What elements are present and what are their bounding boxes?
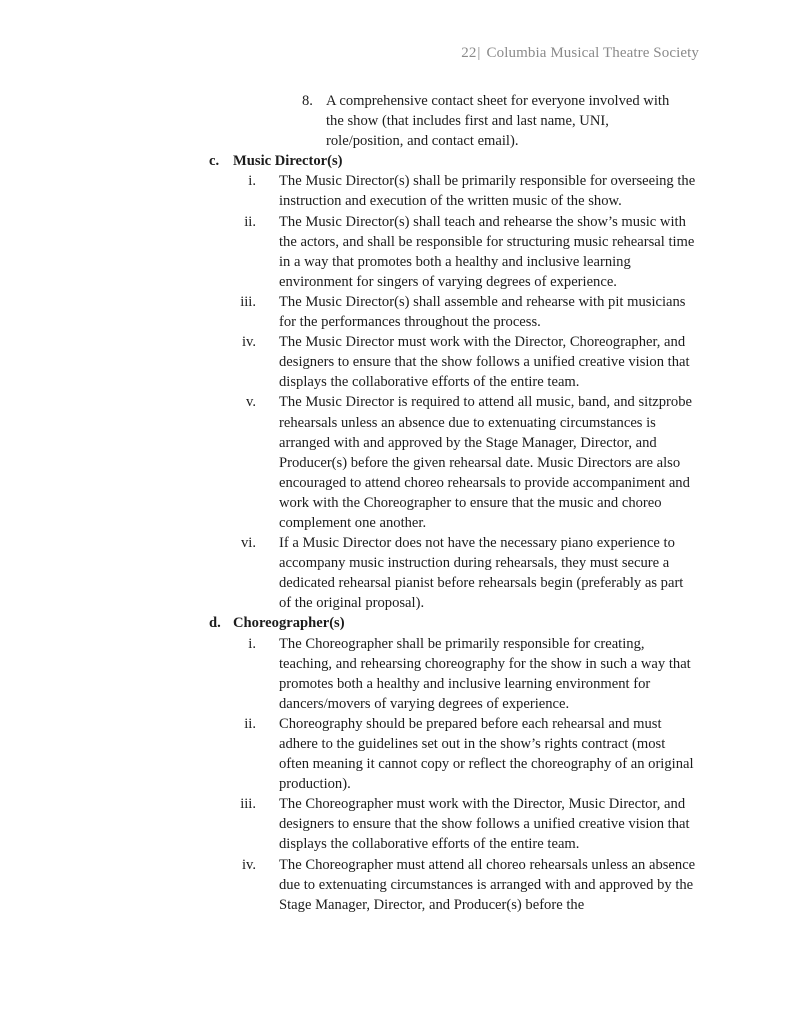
- section-choreographer: [0, 613, 791, 633]
- item-text: A comprehensive contact sheet for everyone involved with the show (that includes first and last name, UNI, role/position, and contact email).: [326, 93, 670, 150]
- item-text: The Music Director(s) shall teach and rehearse the show’s music with the actors, and shall be responsible for structuring music rehearsal time in a way that promotes both a healthy and inclusive learning environment for singers of varying degrees of experience.: [279, 213, 695, 290]
- section-music-director: [0, 151, 791, 171]
- list-item: [0, 332, 791, 392]
- item-text: The Music Director is required to attend all music, band, and sitzprobe rehearsals unless an absence due to extenuating circumstances is arranged with and approved by the Stage Manager, Director, and Producer(s) before the given rehearsal date. Music Directors are also encouraged to attend choreo rehearsals to provide accompaniment and work with the Choreographer to ensure that the music and choreo complement one another.: [279, 394, 692, 531]
- item-numeral: v.: [246, 394, 256, 411]
- item-numeral: i.: [248, 635, 256, 652]
- item-text: The Music Director must work with the Director, Choreographer, and designers to ensure that the show follows a unified creative vision that displays the collaborative efforts of the entire team.: [279, 334, 690, 391]
- list-item: [0, 855, 791, 915]
- list-item: [0, 714, 791, 794]
- item-numeral: iii.: [240, 293, 256, 310]
- item-text: Choreography should be prepared before each rehearsal and must adhere to the guidelines set out in the show’s rights contract (most often meaning it cannot copy or reflect the choreography of an original production).: [279, 715, 694, 793]
- item-numeral: iv.: [241, 856, 256, 873]
- item-text: The Choreographer must work with the Director, Music Director, and designers to ensure that the show follows a unified creative vision that displays the collaborative efforts of the entire team.: [279, 796, 690, 853]
- item-numeral: ii.: [244, 715, 256, 732]
- item-number: 8.: [302, 93, 313, 109]
- item-numeral: i.: [248, 173, 256, 190]
- item-numeral: ii.: [244, 213, 256, 230]
- item-numeral: iii.: [240, 796, 256, 813]
- header-title: Columbia Musical Theatre Society: [486, 45, 699, 61]
- section-letter: c.: [209, 153, 220, 170]
- item-numeral: vi.: [241, 535, 256, 552]
- item-numeral: iv.: [241, 334, 256, 351]
- list-item: [0, 533, 791, 613]
- list-item: [0, 292, 791, 332]
- section-title: Choreographer(s): [233, 615, 345, 632]
- list-item-8: [0, 91, 791, 151]
- item-text: The Choreographer shall be primarily responsible for creating, teaching, and rehearsing choreography for the show in such a way that promotes both a healthy and inclusive learning environment for dancers/movers of varying degrees of experience.: [279, 635, 691, 712]
- item-text: The Music Director(s) shall be primarily responsible for overseeing the instruction and execution of the written music of the show.: [279, 173, 696, 210]
- list-item: [0, 212, 791, 292]
- header-separator: |: [477, 45, 481, 61]
- item-text: The Music Director(s) shall assemble and rehearse with pit musicians for the performances throughout the process.: [279, 293, 686, 331]
- list-item: [0, 794, 791, 854]
- page-header: [461, 45, 699, 62]
- section-title: Music Director(s): [233, 153, 343, 170]
- page-number: 22: [461, 45, 477, 61]
- list-item: [0, 634, 791, 714]
- item-text: The Choreographer must attend all choreo rehearsals unless an absence due to extenuating circumstances is arranged with and approved by the Stage Manager, Director, and Producer(s) before the: [279, 856, 696, 913]
- list-item: [0, 392, 791, 533]
- item-text: If a Music Director does not have the necessary piano experience to accompany music instruction during rehearsals, they must secure a dedicated rehearsal pianist before rehearsals begin (preferably as part of the original proposal).: [279, 535, 684, 612]
- list-item: [0, 171, 791, 211]
- document-body: [0, 91, 791, 915]
- section-letter: d.: [209, 615, 221, 632]
